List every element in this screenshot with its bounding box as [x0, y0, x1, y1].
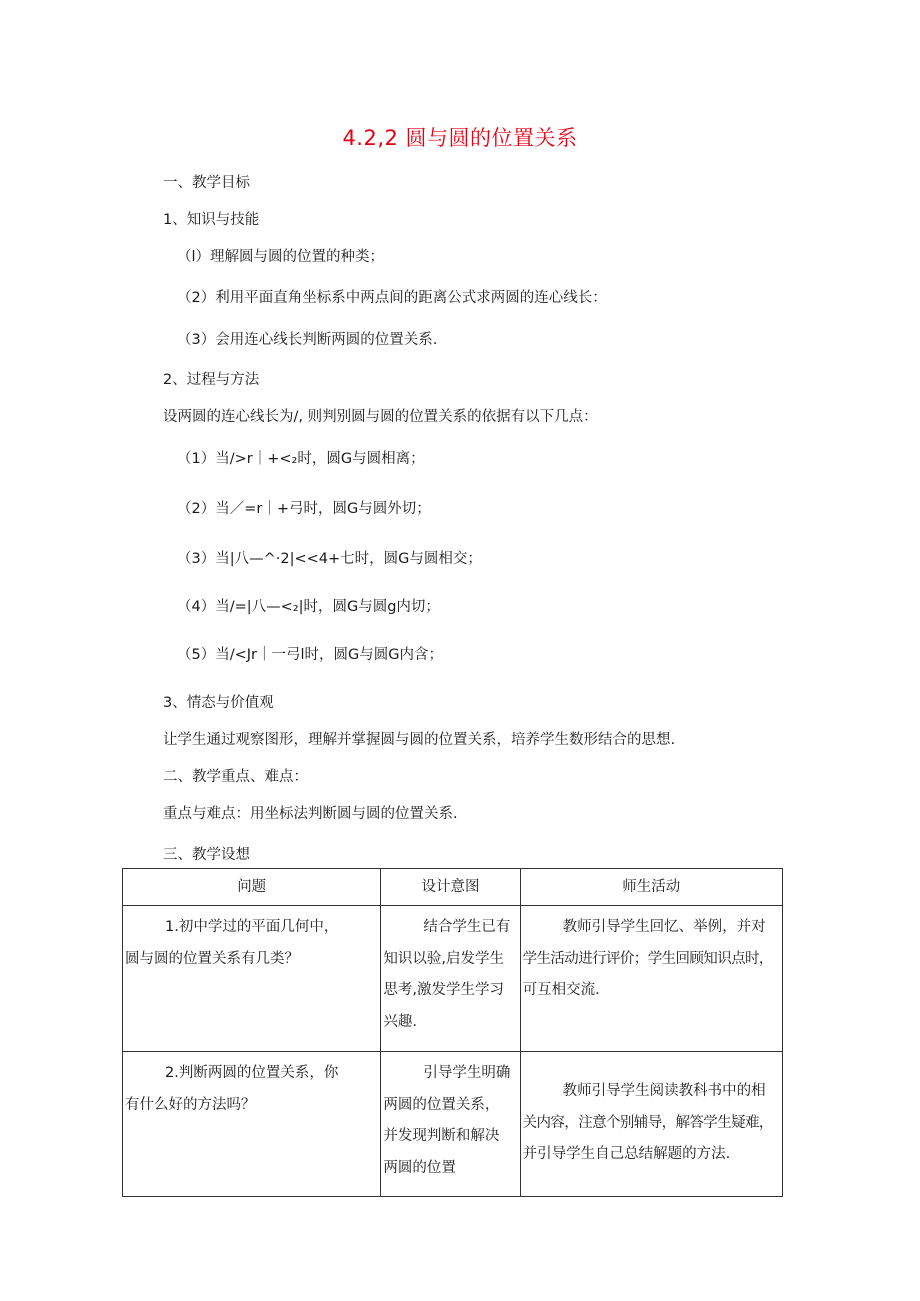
section-heading: 二、教学重点、难点：: [163, 769, 308, 785]
cell-text: 知识以验,启发学生: [383, 950, 504, 967]
cell-text: 教师引导学生回忆、举例，并对: [562, 919, 766, 935]
list-item: （4）当/=|八—<₂|时，圆G与圆g内切；: [177, 599, 440, 615]
subsection-heading: 3、情态与价值观: [163, 695, 274, 711]
table-header: 设计意图: [381, 869, 520, 906]
list-item: （2）利用平面直角坐标系中两点间的距离公式求两圆的连心线长：: [177, 290, 607, 306]
cell-text: 有什么好的方法吗？: [125, 1096, 256, 1113]
cell-text: 学生活动进行评价；学生回顾知识点时，: [522, 950, 773, 967]
subsection-heading: 2、过程与方法: [163, 372, 260, 388]
intent-cell: [381, 906, 520, 1052]
cell-text: 兴趣.: [383, 1013, 417, 1030]
cell-text: 1.初中学过的平面几何中，: [165, 919, 339, 935]
problem-cell: [123, 906, 381, 1052]
teaching-design-table: [122, 868, 783, 1197]
cell-text: 并发现判断和解决: [383, 1128, 500, 1144]
cell-text: 教师引导学生阅读教科书中的相: [562, 1083, 766, 1099]
section-heading: 一、教学目标: [163, 175, 250, 191]
paragraph: 重点与难点：用坐标法判断圆与圆的位置关系.: [163, 806, 458, 822]
table-row: [123, 906, 783, 1052]
table-header: 师生活动: [520, 869, 782, 906]
problem-cell: [123, 1052, 381, 1197]
cell-text: 思考,激发学生学习: [383, 982, 504, 998]
list-item: （l）理解圆与圆的位置的种类；: [177, 249, 385, 265]
cell-text: 圆与圆的位置关系有几类？: [125, 950, 299, 967]
list-item: （5）当/<Jr｜一弓l时，圆G与圆G内含；: [177, 647, 443, 663]
cell-text: 两圆的位置关系，: [383, 1096, 500, 1113]
cell-text: 并引导学生自己总结解题的方法.: [522, 1146, 731, 1162]
paragraph: 设两圆的连心线长为/, 则判别圆与圆的位置关系的依据有以下几点：: [163, 409, 598, 425]
cell-text: 2.判断两圆的位置关系，你: [165, 1065, 339, 1081]
cell-text: 结合学生已有: [423, 919, 511, 935]
list-item: （3）当|八—^·2|<<4+七时，圆G与圆相交；: [177, 551, 482, 567]
list-item: （1）当/>r｜+<₂时，圆G与圆相离；: [177, 451, 425, 467]
paragraph: 让学生通过观察图形，理解并掌握圆与圆的位置关系，培养学生数形结合的思想.: [163, 732, 676, 748]
subsection-heading: 1、知识与技能: [163, 212, 260, 228]
cell-text: 关内容，注意个别辅导，解答学生疑难，: [522, 1114, 773, 1131]
section-heading: 三、教学设想: [163, 847, 250, 863]
cell-text: 引导学生明确: [423, 1065, 511, 1081]
activity-cell: [520, 1052, 782, 1197]
cell-text: 两圆的位置: [383, 1159, 456, 1176]
intent-cell: [381, 1052, 520, 1197]
list-item: （3）会用连心线长判断两圆的位置关系.: [177, 332, 438, 348]
table-row: [123, 1052, 783, 1197]
table-header: 问题: [123, 869, 381, 906]
page-title: 4.2,2 圆与圆的位置关系: [342, 126, 578, 150]
cell-text: 可互相交流.: [522, 982, 600, 998]
list-item: （2）当／=r｜+弓时，圆G与圆外切；: [177, 501, 431, 517]
activity-cell: [520, 906, 782, 1052]
